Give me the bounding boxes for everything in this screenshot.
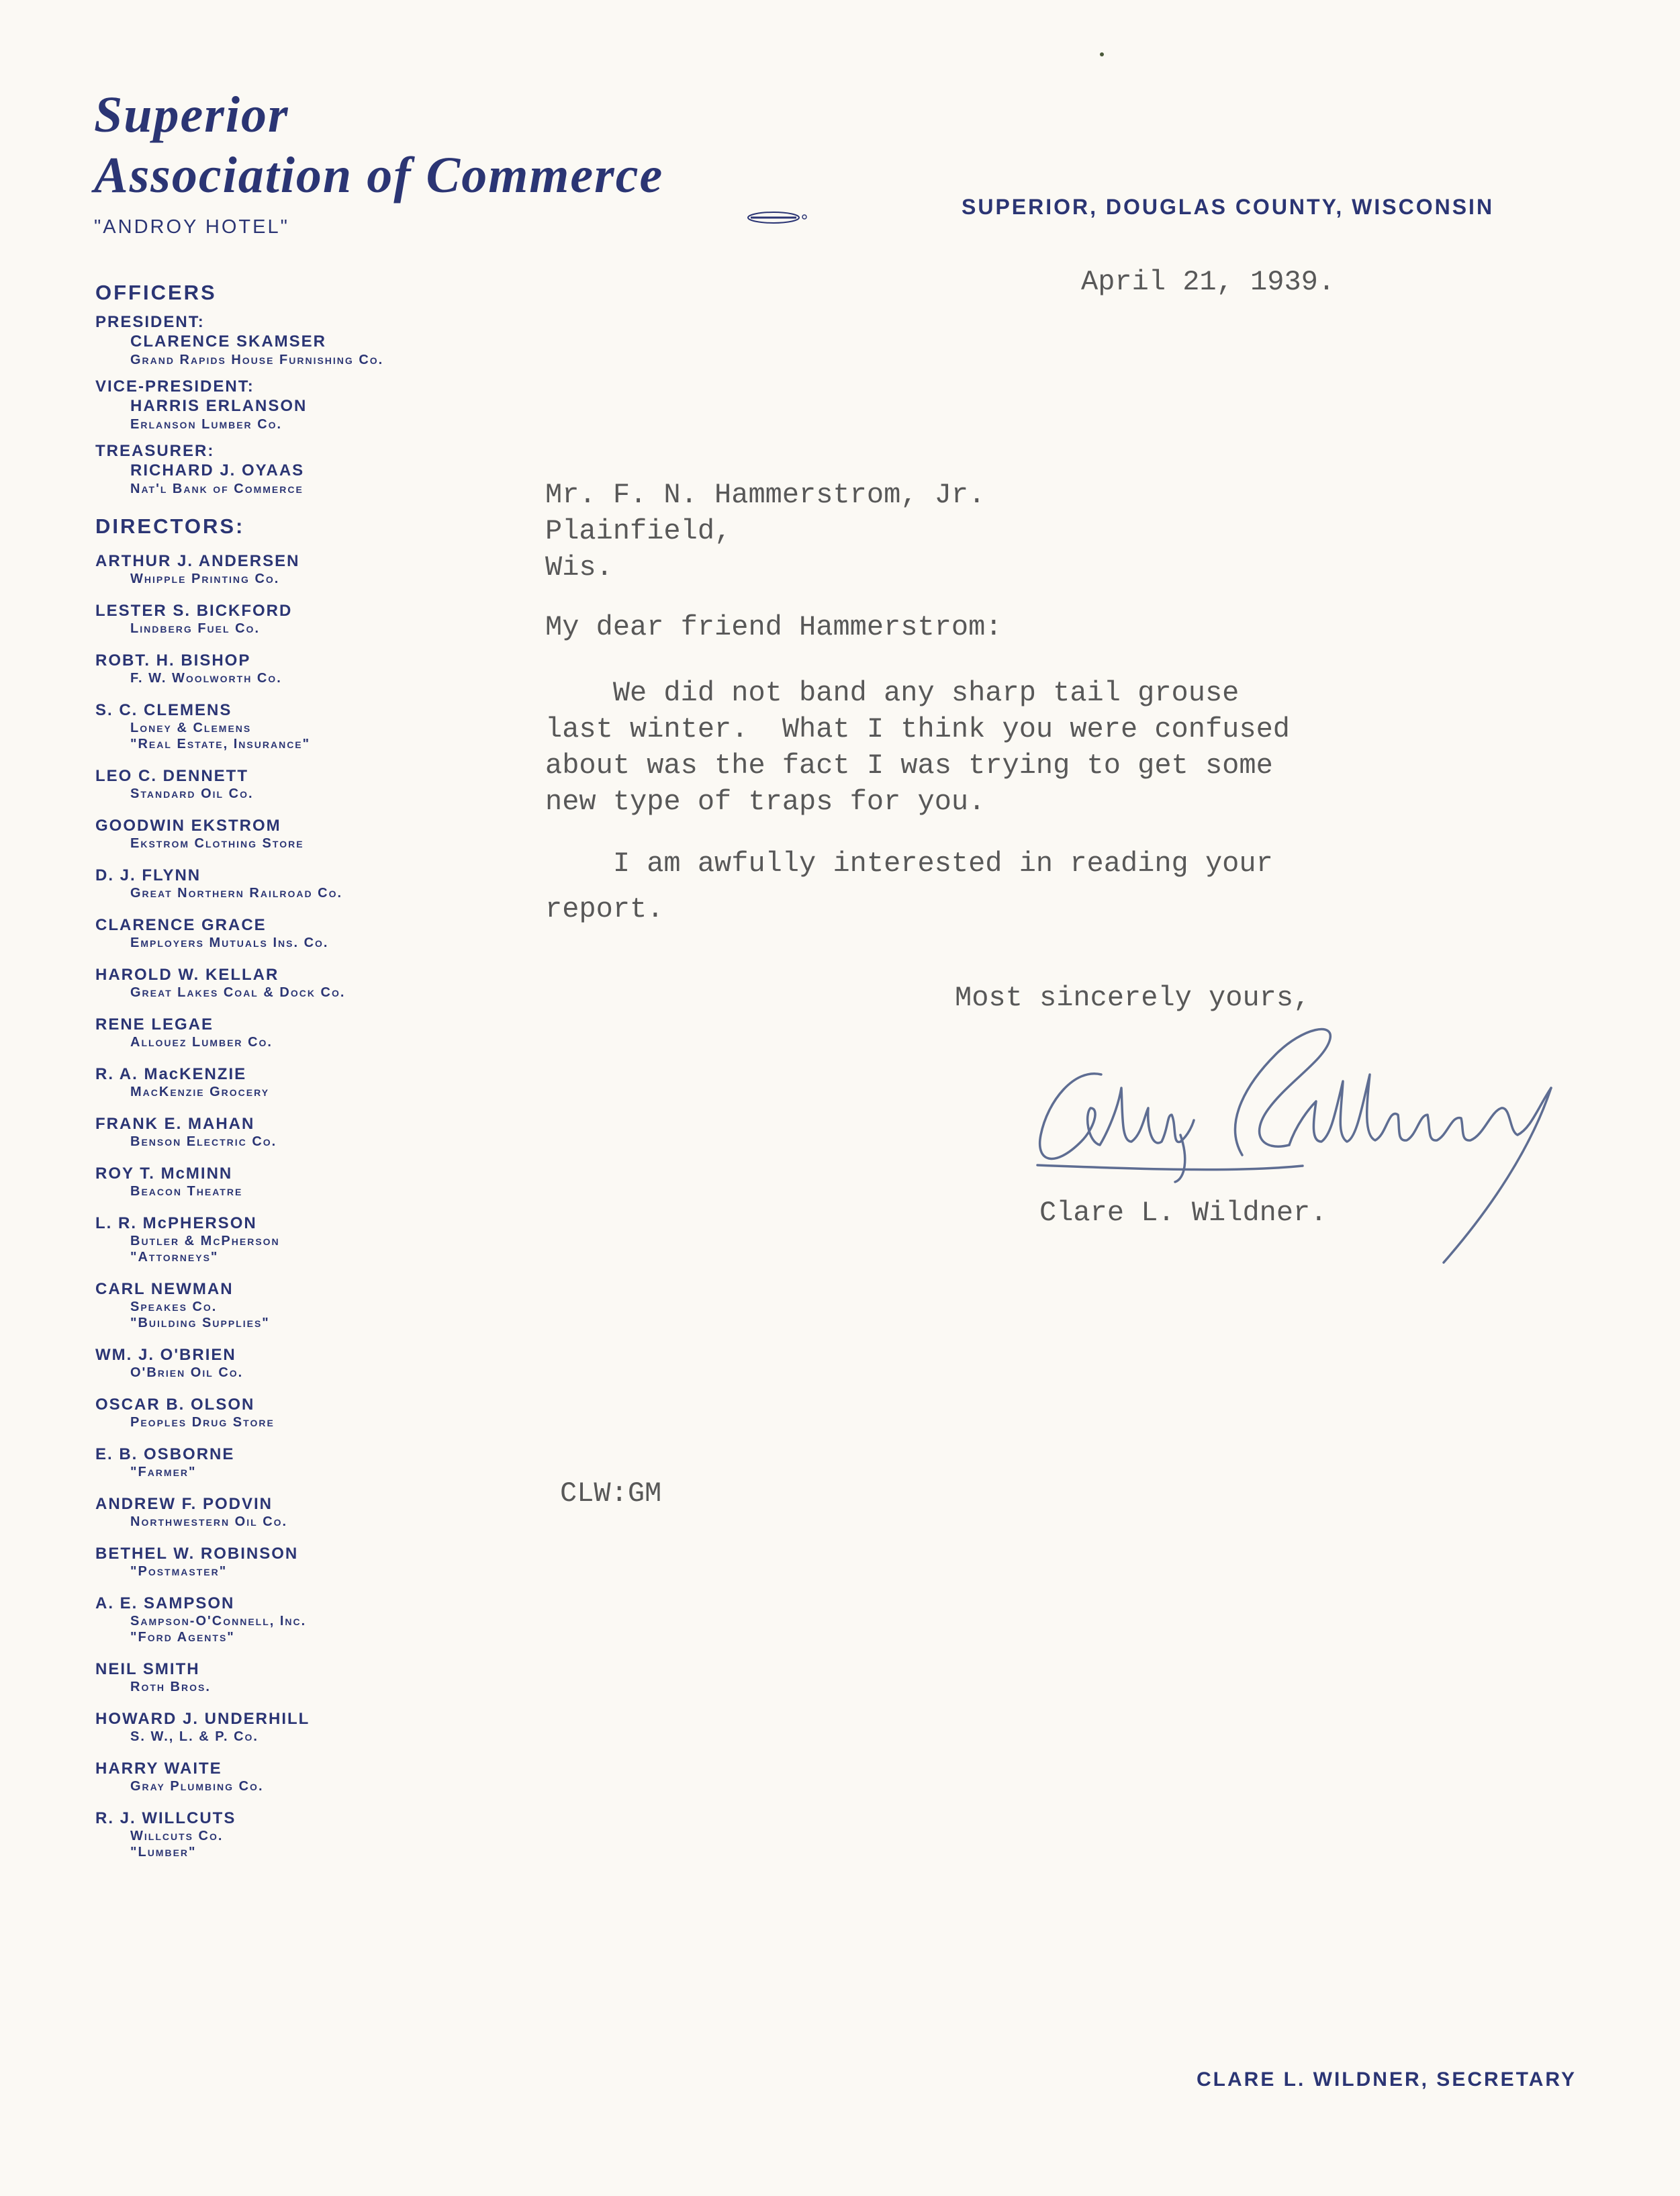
officer-company: Erlanson Lumber Co. [130,417,283,432]
director-name: NEIL SMITH [95,1660,200,1678]
director-affiliation: O'Brien Oil Co. [130,1365,244,1380]
secretary-footer: CLARE L. WILDNER, SECRETARY [1197,2068,1577,2091]
director-affiliation: Great Northern Railroad Co. [130,886,343,901]
director-entry [95,916,525,951]
director-entry [95,1545,525,1580]
hotel-name: "ANDROY HOTEL" [94,216,289,238]
director-name: CLARENCE GRACE [95,916,267,934]
officer-entry [95,377,525,432]
officer-name: RICHARD J. OYAAS [130,461,305,479]
director-name: LEO C. DENNETT [95,767,249,785]
officer-entry [95,313,525,368]
officer-company: Nat'l Bank of Commerce [130,482,304,496]
org-name-line2: Association of Commerce [94,147,664,203]
recipient-address [545,477,985,586]
officer-name: HARRIS ERLANSON [130,397,308,415]
director-entry [95,552,525,587]
director-entry [95,1115,525,1150]
director-affiliation: "Lumber" [130,1845,197,1860]
director-entry [95,1396,525,1430]
director-name: GOODWIN EKSTROM [95,817,281,835]
director-entry [95,866,525,901]
director-entry [95,1710,525,1745]
director-affiliation: Sampson-O'Connell, Inc. [130,1614,307,1629]
director-entry [95,1346,525,1381]
director-name: R. J. WILLCUTS [95,1809,236,1827]
director-name: OSCAR B. OLSON [95,1396,255,1414]
director-affiliation: Loney & Clemens [130,721,252,735]
director-entry [95,1759,525,1794]
salutation: My dear friend Hammerstrom: [545,611,1002,643]
director-affiliation: Willcuts Co. [130,1829,224,1843]
director-affiliation: Benson Electric Co. [130,1134,277,1149]
director-entry [95,651,525,686]
paragraph-line: last winter. What I think you were confused [545,713,1290,745]
director-entry [95,1280,525,1331]
officer-entry [95,442,525,497]
recipient-line: Plainfield, [545,515,732,547]
director-affiliation: Whipple Printing Co. [130,571,280,586]
letter-date: April 21, 1939. [1081,266,1336,298]
director-affiliation: Gray Plumbing Co. [130,1779,264,1794]
director-entry [95,1495,525,1530]
director-name: D. J. FLYNN [95,866,201,884]
union-label-icon [747,211,808,224]
director-affiliation: S. W., L. & P. Co. [130,1729,259,1744]
reference-initials: CLW:GM [560,1477,662,1510]
director-entry [95,817,525,852]
director-entry [95,1594,525,1645]
director-name: CARL NEWMAN [95,1280,234,1298]
director-affiliation: Butler & McPherson [130,1234,280,1248]
director-affiliation: Northwestern Oil Co. [130,1514,288,1529]
director-affiliation: "Postmaster" [130,1564,228,1579]
director-entry [95,767,525,802]
director-entry [95,1015,525,1050]
director-entry [95,1065,525,1100]
director-entry [95,1809,525,1860]
director-affiliation: Standard Oil Co. [130,786,254,801]
director-affiliation: Roth Bros. [130,1680,211,1694]
paragraph-line: We did not band any sharp tail grouse [545,677,1240,709]
directors-list [95,552,525,1860]
director-name: LESTER S. BICKFORD [95,602,293,620]
director-affiliation: Peoples Drug Store [130,1415,275,1430]
director-entry [95,966,525,1001]
officer-role: VICE-PRESIDENT: [95,377,254,396]
directors-heading: DIRECTORS: [95,514,245,538]
director-name: HOWARD J. UNDERHILL [95,1710,310,1728]
paper-speck [1100,52,1104,56]
director-affiliation: Beacon Theatre [130,1184,243,1199]
director-affiliation: Great Lakes Coal & Dock Co. [130,985,346,1000]
paragraph-line: new type of traps for you. [545,786,986,818]
director-name: S. C. CLEMENS [95,701,232,719]
director-affiliation: F. W. Woolworth Co. [130,671,282,686]
director-affiliation: Employers Mutuals Ins. Co. [130,935,329,950]
director-name: R. A. MacKENZIE [95,1065,247,1083]
paragraph-1 [545,675,1290,820]
director-name: ARTHUR J. ANDERSEN [95,552,300,570]
paragraph-line: about was the fact I was trying to get some [545,749,1273,782]
director-name: BETHEL W. ROBINSON [95,1545,299,1563]
director-affiliation: Speakes Co. [130,1299,218,1314]
director-name: L. R. McPHERSON [95,1214,257,1232]
sidebar [95,281,525,1875]
director-name: ROBT. H. BISHOP [95,651,251,670]
director-affiliation: Ekstrom Clothing Store [130,836,304,851]
director-affiliation: "Attorneys" [130,1250,219,1265]
director-affiliation: "Ford Agents" [130,1630,235,1645]
director-name: ROY T. McMINN [95,1164,233,1183]
paragraph-line: I am awfully interested in reading your [545,848,1273,880]
director-entry [95,701,525,752]
director-name: A. E. SAMPSON [95,1594,235,1612]
officer-company: Grand Rapids House Furnishing Co. [130,353,384,367]
director-affiliation: Allouez Lumber Co. [130,1035,273,1050]
director-affiliation: Lindberg Fuel Co. [130,621,260,636]
letterhead-location: SUPERIOR, DOUGLAS COUNTY, WISCONSIN [962,195,1495,219]
officer-role: PRESIDENT: [95,313,205,331]
director-affiliation: "Farmer" [130,1465,197,1479]
director-affiliation: "Real Estate, Insurance" [130,737,311,751]
handwritten-signature [1021,1007,1665,1289]
director-entry [95,1214,525,1265]
director-name: FRANK E. MAHAN [95,1115,255,1133]
director-name: HAROLD W. KELLAR [95,966,279,984]
director-entry [95,1445,525,1480]
director-name: WM. J. O'BRIEN [95,1346,236,1364]
director-affiliation: "Building Supplies" [130,1316,270,1330]
director-name: RENE LEGAE [95,1015,214,1034]
closing: Most sincerely yours, [955,982,1311,1014]
paragraph-line: report. [545,893,664,925]
org-name-line1: Superior [94,87,289,143]
director-affiliation: MacKenzie Grocery [130,1085,270,1099]
officer-name: CLARENCE SKAMSER [130,332,327,351]
recipient-line: Wis. [545,551,613,584]
recipient-line: Mr. F. N. Hammerstrom, Jr. [545,479,986,511]
officer-role: TREASURER: [95,442,215,460]
director-entry [95,1660,525,1695]
officers-heading: OFFICERS [95,281,217,304]
typed-signer-name: Clare L. Wildner. [1039,1197,1327,1229]
director-entry [95,602,525,637]
director-name: E. B. OSBORNE [95,1445,235,1463]
director-name: ANDREW F. PODVIN [95,1495,273,1513]
director-name: HARRY WAITE [95,1759,222,1778]
paragraph-2 [545,841,1273,932]
director-entry [95,1164,525,1199]
